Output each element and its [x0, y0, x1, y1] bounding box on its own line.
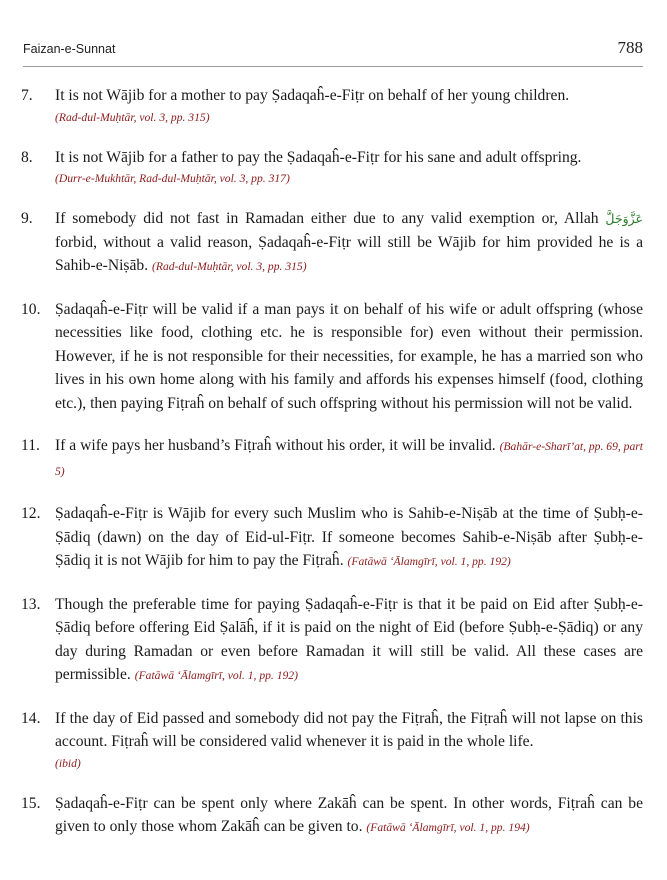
- list-item-10: [21, 298, 643, 416]
- citation: (Fatāwā ‘Ālamgīrī, vol. 1, pp. 192): [134, 669, 298, 682]
- item-text: If somebody did not fast in Ramadan either due to any valid exemption or, Allah: [55, 210, 599, 227]
- item-number: 12.: [21, 505, 41, 522]
- item-body: [55, 298, 643, 416]
- item-text: Though the preferable time for paying Ṣadaqaĥ-e-Fiṭr is that it be paid on Eid after Ṣubḥ-e-Ṣādiq before offering Eid Ṣalāĥ, if it is paid on the night of Eid (before Ṣubḥ-e-Ṣādiq) or any day during Ramadan or even before Ramadan it will still be valid. All these cases are permissible.: [55, 595, 643, 683]
- citation: (Durr-e-Mukhtār, Rad-dul-Muḥtār, vol. 3, pp. 317): [55, 172, 290, 185]
- page-number: 788: [617, 38, 643, 57]
- item-number: 8.: [21, 148, 33, 166]
- item-text: If the day of Eid passed and somebody did not pay the Fiṭraĥ, the Fiṭraĥ will not lapse on this account. Fiṭraĥ will be considered valid whenever it is paid in the whole life.: [55, 709, 643, 750]
- item-body: [55, 434, 643, 483]
- item-body: [55, 502, 643, 574]
- item-number: 7.: [21, 87, 33, 104]
- book-title: Faizan-e-Sunnat: [23, 42, 116, 56]
- list-item-12: [21, 502, 643, 574]
- list-item-14: [21, 707, 643, 773]
- item-number: 11.: [21, 437, 40, 454]
- item-number: 9.: [21, 210, 33, 227]
- item-number: 15.: [21, 794, 41, 812]
- page-header: [23, 38, 643, 67]
- item-text: Ṣadaqaĥ-e-Fiṭr is Wājib for every such Muslim who is Sahib-e-Niṣāb at the time of Ṣubḥ-e-Ṣādiq (dawn) on the day of Eid-ul-Fiṭr. If someone becomes Sahib-e-Niṣāb after Ṣubḥ-e-Ṣādiq it is not Wājib for him to pay the Fiṭraĥ.: [55, 505, 643, 569]
- list-item-9: [21, 207, 643, 279]
- citation: (Bahār-e-Sharī’at, pp. 69, part 5): [55, 440, 643, 478]
- item-text: It is not Wājib for a mother to pay Ṣadaqaĥ-e-Fiṭr on behalf of her young children.: [55, 87, 570, 104]
- list-item-7: [21, 84, 643, 127]
- list-item-8: [21, 146, 643, 189]
- item-text-continued: forbid, without a valid reason, Ṣadaqaĥ-e-Fiṭr will still be Wājib for him provided he is a Sahib-e-Niṣāb.: [55, 233, 643, 274]
- item-text: Ṣadaqaĥ-e-Fiṭr will be valid if a man pays it on behalf of his wife or adult offspring (whose necessities like food, clothing etc. he is responsible for) even without their permission. However, if he is not responsible for their necessities, for example, he has a married son who lives in his own home along with his family and affords his expenses himself (food, clothing etc.), then paying Fiṭraĥ on behalf of such offspring without his permission will not be valid.: [55, 300, 643, 412]
- item-body: [55, 792, 643, 840]
- arabic-honorific: عَزَّوَجَلَّ: [605, 211, 643, 226]
- item-body: [55, 707, 643, 773]
- item-text: Ṣadaqaĥ-e-Fiṭr can be spent only where Zakāĥ can be spent. In other words, Fiṭraĥ can be given to only those whom Zakāĥ can be given to.: [55, 794, 643, 835]
- item-number: 13.: [21, 595, 41, 613]
- list-item-15: [21, 792, 643, 840]
- citation: (Rad-dul-Muḥtār, vol. 3, pp. 315): [152, 260, 307, 273]
- item-text: If a wife pays her husband’s Fiṭraĥ without his order, it will be invalid.: [55, 437, 496, 454]
- citation: (Fatāwā ‘Ālamgīrī, vol. 1, pp. 192): [347, 555, 511, 568]
- citation: (ibid): [55, 756, 81, 770]
- item-body: [55, 84, 643, 127]
- citation: (Fatāwā ‘Ālamgīrī, vol. 1, pp. 194): [366, 821, 530, 834]
- list-item-11: [21, 434, 643, 483]
- list-item-13: [21, 593, 643, 688]
- citation: (Rad-dul-Muḥtār, vol. 3, pp. 315): [55, 110, 210, 124]
- item-number: 14.: [21, 709, 41, 727]
- item-body: [55, 207, 643, 279]
- item-number: 10.: [21, 300, 41, 318]
- item-text: It is not Wājib for a father to pay the Ṣadaqaĥ-e-Fiṭr for his sane and adult offspring.: [55, 148, 582, 166]
- item-body: [55, 593, 643, 688]
- ruling-list: [21, 84, 643, 859]
- item-body: [55, 146, 643, 189]
